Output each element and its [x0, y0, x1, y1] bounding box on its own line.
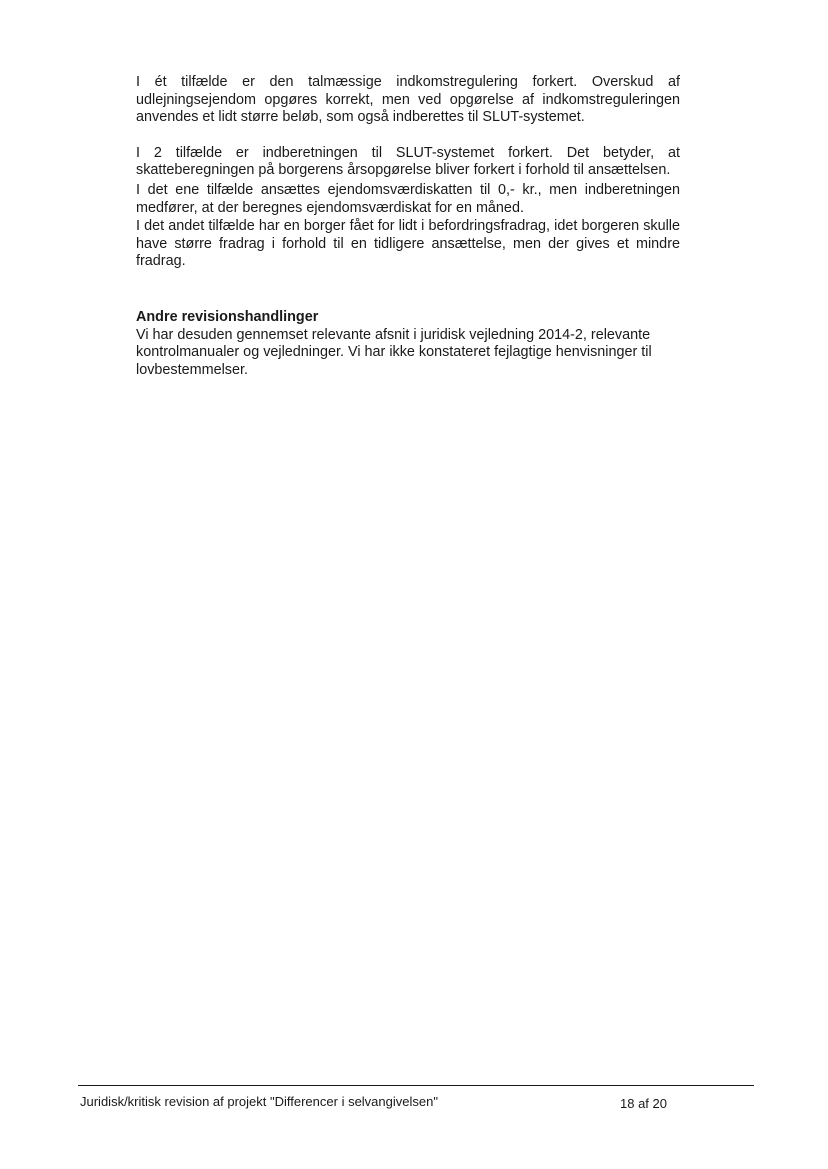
- document-body: [136, 74, 680, 379]
- paragraph-other-audit-actions: Vi har desuden gennemset relevante afsnit i juridisk vejledning 2014-2, relevante kontrolmanualer og vejledninger. Vi har ikke konstateret fejlagtige henvisninger til lovbestemmelser.: [136, 326, 652, 378]
- paragraph-commuting-deduction-case: I det andet tilfælde har en borger fået for lidt i befordringsfradrag, idet borgeren skulle have større fradrag i forhold til en tidligere ansættelse, men der gives et mindre fradrag.: [136, 218, 680, 270]
- footer-document-title: Juridisk/kritisk revision af projekt "Differencer i selvangivelsen": [80, 1094, 438, 1109]
- footer-page-number: 18 af 20: [620, 1096, 667, 1111]
- section-heading: Andre revisionshandlinger: [136, 308, 319, 325]
- paragraph-slut-reporting: I 2 tilfælde er indberetningen til SLUT-systemet forkert. Det betyder, at skatteberegningen på borgerens årsopgørelse bliver forkert i forhold til ansættelsen.: [136, 144, 680, 179]
- paragraph-income-adjustment: I ét tilfælde er den talmæssige indkomstregulering forkert. Overskud af udlejningsejendom opgøres korrekt, men ved opgørelse af indkomstreguleringen anvendes et lidt større beløb, som også indberettes til SLUT-systemet.: [136, 74, 680, 126]
- paragraph-property-tax-case: I det ene tilfælde ansættes ejendomsværdiskatten til 0,- kr., men indberetningen medfører, at der beregnes ejendomsværdiskat for en måned.: [136, 181, 680, 216]
- footer-divider: [78, 1085, 754, 1086]
